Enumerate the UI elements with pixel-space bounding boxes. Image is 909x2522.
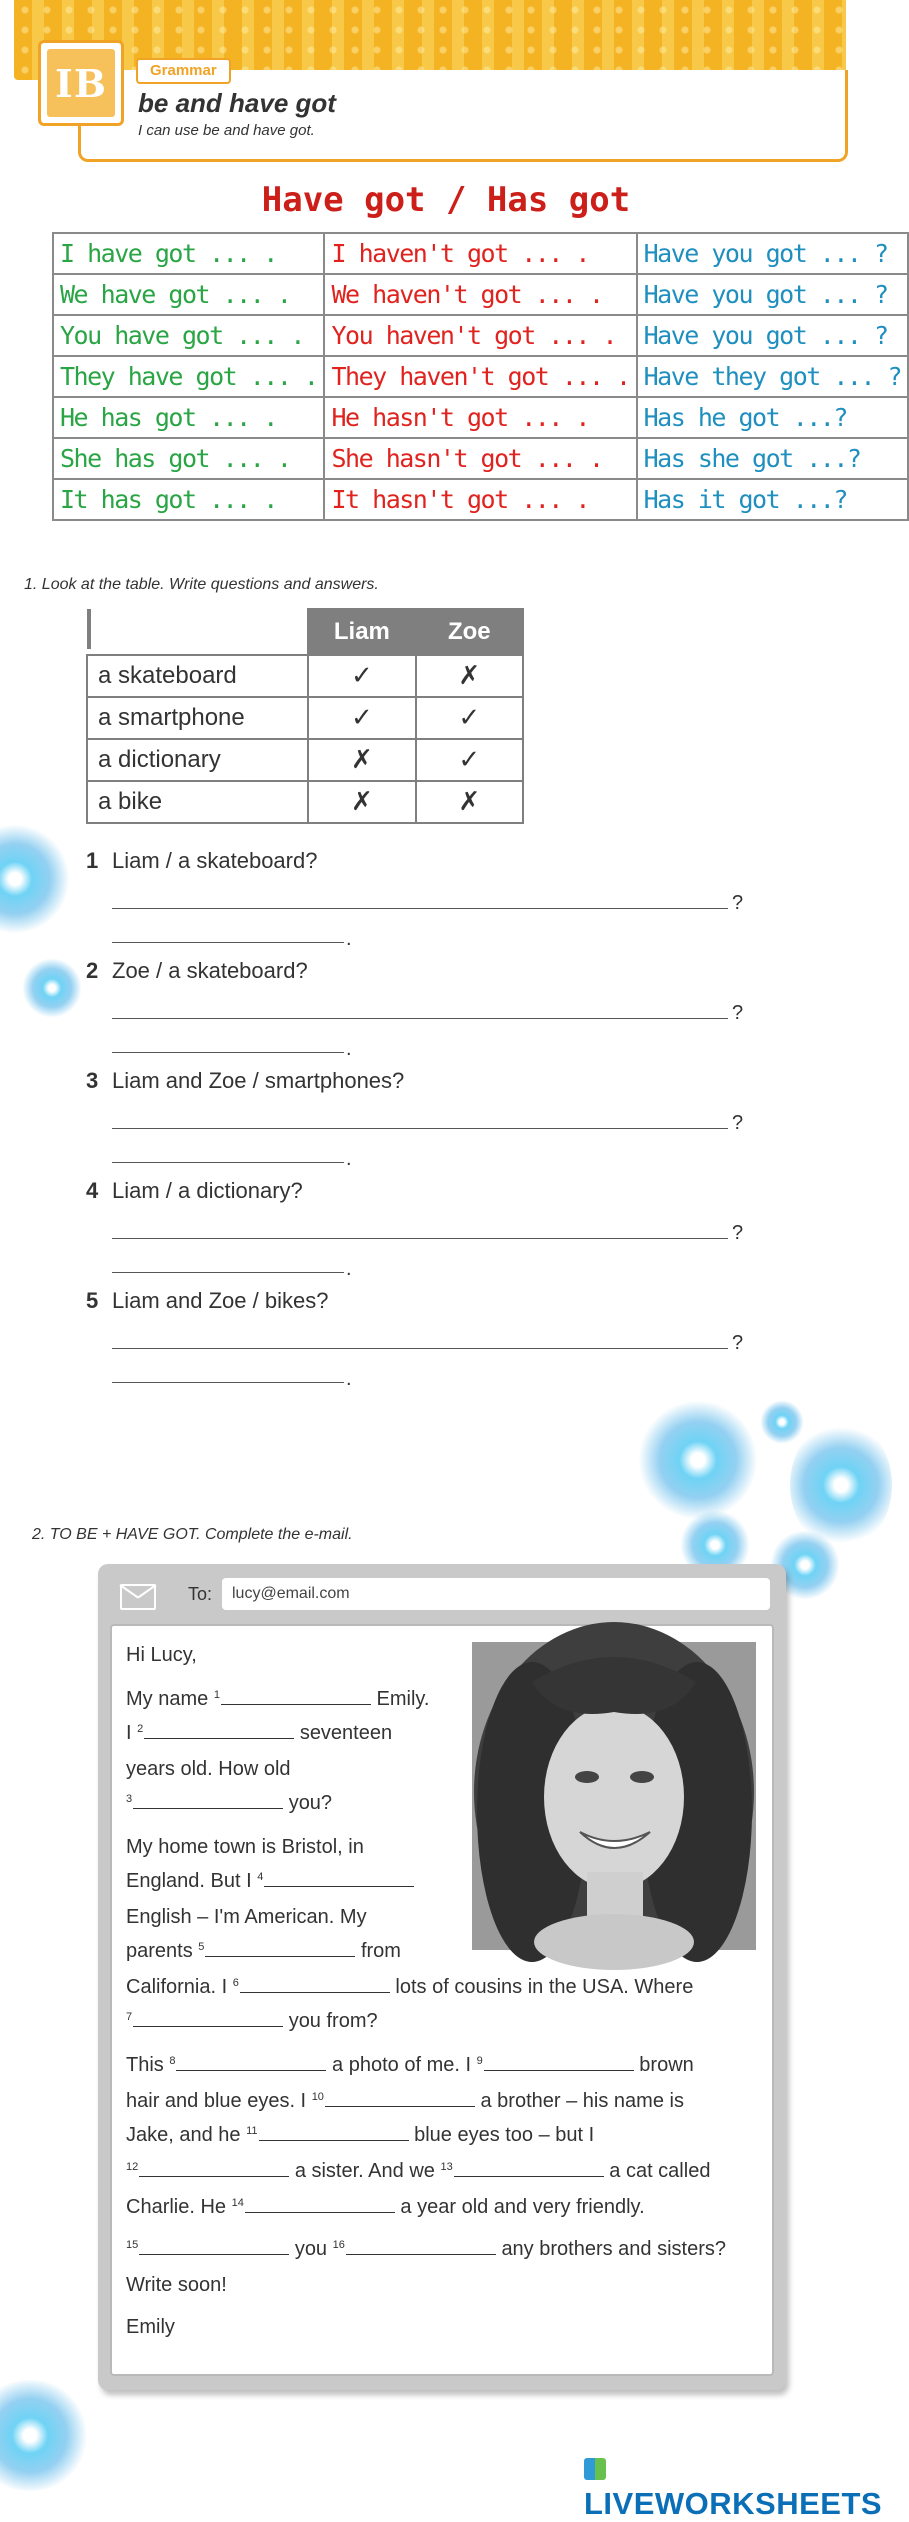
gap-number: 9: [476, 2055, 483, 2067]
gap-number: 2: [137, 1723, 144, 1735]
gap-blank[interactable]: [205, 1941, 355, 1957]
question-item: [86, 1178, 303, 1204]
have-got-table: [52, 232, 909, 521]
question-cell: Have you got ... ?: [637, 274, 908, 315]
affirmative-cell: She has got ... .: [53, 438, 324, 479]
negative-cell: He hasn't got ... .: [324, 397, 636, 438]
negative-cell: She hasn't got ... .: [324, 438, 636, 479]
gap-blank[interactable]: [240, 1977, 390, 1993]
header-zoe: Zoe: [416, 609, 523, 655]
gap-number: 13: [440, 2161, 453, 2173]
negative-cell: It hasn't got ... .: [324, 479, 636, 520]
have-got-row: [53, 233, 908, 274]
possession-row: [87, 655, 523, 697]
email-text: a cat called: [609, 2160, 711, 2182]
email-text: seventeen: [299, 1722, 393, 1744]
email-text: England. But I: [126, 1870, 252, 1892]
logo-mark-icon: [584, 2458, 606, 2480]
answer-period: .: [346, 928, 352, 950]
sparkle-decoration: [22, 958, 82, 1018]
question-mark: ?: [732, 892, 744, 914]
negative-cell: I haven't got ... .: [324, 233, 636, 274]
gap-number: 15: [126, 2239, 139, 2251]
question-mark: ?: [732, 1222, 744, 1244]
affirmative-cell: I have got ... .: [53, 233, 324, 274]
email-text: from: [360, 1940, 401, 1962]
question-text: Liam / a dictionary?: [112, 1178, 303, 1203]
email-text: a year old and very friendly.: [400, 2196, 645, 2218]
email-text: a photo of me. I: [332, 2054, 472, 2076]
exercise1-instruction: 1. Look at the table. Write questions and answers.: [24, 576, 379, 593]
liam-mark: ✗: [308, 781, 415, 823]
email-line: [126, 2196, 645, 2219]
item-label: a dictionary: [87, 739, 308, 781]
short-answer-line[interactable]: [112, 1382, 344, 1383]
zoe-mark: ✓: [416, 739, 523, 781]
zoe-mark: ✗: [416, 655, 523, 697]
question-cell: Has he got ...?: [637, 397, 908, 438]
question-answer-line[interactable]: [112, 1238, 728, 1239]
answer-period: .: [346, 1038, 352, 1060]
affirmative-cell: It has got ... .: [53, 479, 324, 520]
question-item: [86, 1288, 328, 1314]
email-text: a brother – his name is: [480, 2090, 684, 2112]
short-answer-line[interactable]: [112, 1052, 344, 1053]
question-mark: ?: [732, 1112, 744, 1134]
gap-number: 6: [232, 1977, 239, 1989]
gap-blank[interactable]: [139, 2161, 289, 2177]
header-liam: Liam: [308, 609, 415, 655]
affirmative-cell: You have got ... .: [53, 315, 324, 356]
gap-blank[interactable]: [176, 2055, 326, 2071]
question-number: 2: [86, 958, 99, 983]
question-text: Liam and Zoe / bikes?: [112, 1288, 329, 1313]
email-line: [126, 1722, 392, 1745]
negative-cell: You haven't got ... .: [324, 315, 636, 356]
gap-number: 8: [169, 2055, 176, 2067]
question-answer-line[interactable]: [112, 1018, 728, 1019]
to-field: lucy@email.com: [222, 1578, 770, 1610]
possession-row: [87, 781, 523, 823]
photo-of-emily: [472, 1642, 756, 1950]
gap-number: 3: [126, 1793, 133, 1805]
question-cell: Have you got ... ?: [637, 233, 908, 274]
email-text: This: [126, 2054, 164, 2076]
email-text: you from?: [288, 2010, 378, 2032]
have-got-row: [53, 479, 908, 520]
gap-blank[interactable]: [325, 2091, 475, 2107]
gap-blank[interactable]: [454, 2161, 604, 2177]
gap-number: 12: [126, 2161, 139, 2173]
negative-cell: We haven't got ... .: [324, 274, 636, 315]
sparkle-decoration: [638, 1400, 758, 1520]
email-text: years old. How old: [126, 1758, 291, 1780]
email-text: My home town is Bristol, in: [126, 1836, 364, 1858]
header-blank: [87, 609, 91, 649]
gap-blank[interactable]: [259, 2125, 409, 2141]
question-answer-line[interactable]: [112, 908, 728, 909]
portrait-image: [472, 1642, 756, 1950]
negative-cell: They haven't got ... .: [324, 356, 636, 397]
have-got-row: [53, 356, 908, 397]
gap-number: 16: [332, 2239, 345, 2251]
question-cell: Have they got ... ?: [637, 356, 908, 397]
item-label: a bike: [87, 781, 308, 823]
email-greeting: Hi Lucy,: [126, 1644, 197, 1666]
email-line: [126, 1644, 197, 1667]
lesson-title: be and have got: [138, 88, 336, 118]
possession-row: [87, 739, 523, 781]
question-item: [86, 1068, 404, 1094]
envelope-icon: [120, 1584, 156, 1610]
gap-number: 10: [311, 2091, 324, 2103]
gap-number: 1: [213, 1689, 220, 1701]
email-text: parents: [126, 1940, 193, 1962]
gap-blank[interactable]: [264, 1871, 414, 1887]
email-text: English – I'm American. My: [126, 1906, 367, 1928]
answer-period: .: [346, 1368, 352, 1390]
gap-number: 11: [246, 2125, 258, 2137]
sparkle-decoration: [0, 824, 70, 934]
question-mark: ?: [732, 1332, 744, 1354]
gap-number: 14: [231, 2197, 244, 2209]
email-text: brown: [639, 2054, 694, 2076]
affirmative-cell: He has got ... .: [53, 397, 324, 438]
email-line: [126, 1836, 364, 1859]
email-line: [126, 1906, 367, 1929]
email-text: blue eyes too – but I: [414, 2124, 595, 2146]
gap-blank[interactable]: [144, 1723, 294, 1739]
email-line: [126, 1688, 429, 1711]
email-line: [126, 2316, 175, 2339]
email-text: I: [126, 1722, 132, 1744]
possession-row: [87, 697, 523, 739]
email-text: California. I: [126, 1976, 228, 1998]
logo-text: LIVEWORKSHEETS: [584, 2486, 883, 2521]
sparkle-decoration: [0, 2380, 90, 2491]
have-got-row: [53, 438, 908, 479]
short-answer-line[interactable]: [112, 1162, 344, 1163]
email-line: [126, 2160, 710, 2183]
gap-blank[interactable]: [133, 1793, 283, 1809]
answer-period: .: [346, 1258, 352, 1280]
question-item: [86, 958, 308, 984]
question-text: Liam and Zoe / smartphones?: [112, 1068, 405, 1093]
sparkle-decoration: [760, 1400, 804, 1444]
email-line: [126, 2238, 726, 2261]
email-line: [126, 2010, 378, 2033]
email-text: Charlie. He: [126, 2196, 227, 2218]
question-number: 4: [86, 1178, 99, 1203]
question-cell: Have you got ... ?: [637, 315, 908, 356]
short-answer-line[interactable]: [112, 942, 344, 943]
section-tab: Grammar: [136, 58, 231, 84]
email-text: Emily.: [376, 1688, 430, 1710]
email-line: [126, 1792, 332, 1815]
liam-mark: ✓: [308, 655, 415, 697]
have-got-row: [53, 315, 908, 356]
gap-number: 4: [257, 1871, 264, 1883]
have-got-row: [53, 274, 908, 315]
gap-blank[interactable]: [221, 1689, 371, 1705]
gap-blank[interactable]: [245, 2197, 395, 2213]
question-text: Zoe / a skateboard?: [112, 958, 308, 983]
liam-mark: ✗: [308, 739, 415, 781]
gap-number: 5: [198, 1941, 205, 1953]
email-text: any brothers and sisters?: [501, 2238, 726, 2260]
question-cell: Has she got ...?: [637, 438, 908, 479]
question-number: 5: [86, 1288, 99, 1313]
email-line: [126, 2090, 684, 2113]
question-answer-line[interactable]: [112, 1348, 728, 1349]
zoe-mark: ✓: [416, 697, 523, 739]
gap-blank[interactable]: [139, 2239, 289, 2255]
email-line: [126, 1976, 693, 1999]
question-number: 3: [86, 1068, 99, 1093]
gap-blank[interactable]: [484, 2055, 634, 2071]
email-text: lots of cousins in the USA. Where: [395, 1976, 694, 1998]
email-line: [126, 1870, 414, 1893]
email-line: [126, 2124, 594, 2147]
question-item: [86, 848, 317, 874]
item-label: a smartphone: [87, 697, 308, 739]
badge-label: IB: [47, 49, 115, 117]
question-mark: ?: [732, 1002, 744, 1024]
email-text: you?: [288, 1792, 333, 1814]
liam-mark: ✓: [308, 697, 415, 739]
to-label: To:: [188, 1584, 213, 1604]
question-text: Liam / a skateboard?: [112, 848, 318, 873]
email-text: a sister. And we: [294, 2160, 435, 2182]
affirmative-cell: We have got ... .: [53, 274, 324, 315]
question-cell: Has it got ...?: [637, 479, 908, 520]
gap-blank[interactable]: [133, 2011, 283, 2027]
affirmative-cell: They have got ... .: [53, 356, 324, 397]
item-label: a skateboard: [87, 655, 308, 697]
zoe-mark: ✗: [416, 781, 523, 823]
gap-number: 7: [126, 2011, 133, 2023]
possessions-table: [86, 608, 524, 824]
exercise2-instruction: 2. TO BE + HAVE GOT. Complete the e-mail.: [32, 1526, 353, 1543]
email-text: Jake, and he: [126, 2124, 241, 2146]
have-got-title: Have got / Has got: [261, 180, 631, 220]
email-text: My name: [126, 1688, 209, 1710]
short-answer-line[interactable]: [112, 1272, 344, 1273]
have-got-row: [53, 397, 908, 438]
email-line: [126, 1758, 291, 1781]
email-line: [126, 2274, 227, 2297]
email-line: [126, 1940, 401, 1963]
email-line: [126, 2054, 694, 2077]
email-text: Write soon!: [126, 2274, 227, 2296]
liveworksheets-logo: [584, 2450, 892, 2522]
email-text: hair and blue eyes. I: [126, 2090, 307, 2112]
lesson-badge: [38, 40, 124, 126]
question-answer-line[interactable]: [112, 1128, 728, 1129]
email-text: Emily: [126, 2316, 175, 2338]
lesson-subtitle: I can use be and have got.: [138, 122, 315, 139]
gap-blank[interactable]: [346, 2239, 496, 2255]
email-text: you: [294, 2238, 328, 2260]
sparkle-decoration: [790, 1420, 892, 1550]
question-number: 1: [86, 848, 99, 873]
answer-period: .: [346, 1148, 352, 1170]
